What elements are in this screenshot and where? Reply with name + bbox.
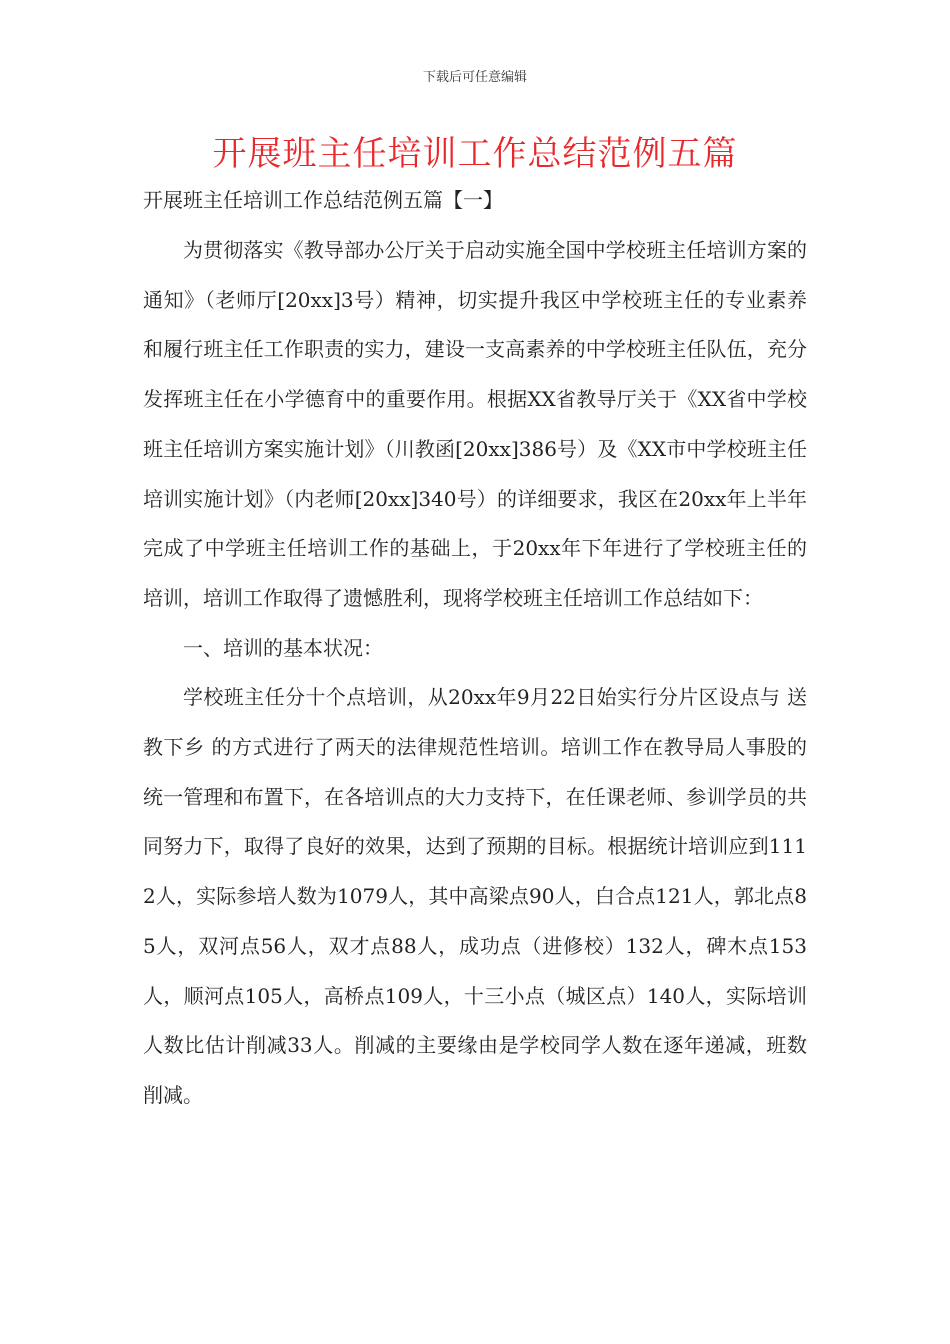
document-body bbox=[143, 226, 807, 1121]
paragraph-intro: 为贯彻落实《教导部办公厅关于启动实施全国中学校班主任培训方案的通知》（老师厅[20xx]3号）精神，切实提升我区中学校班主任的专业素养和履行班主任工作职责的实力，建设一支高素养的中学校班主任队伍，充分发挥班主任在小学德育中的重要作用。根据XX省教导厅关于《XX省中学校班主任培训方案实施计划》（川教函[20xx]386号）及《XX市中学校班主任培训实施计划》（内老师[20xx]340号）的详细要求，我区在20xx年上半年完成了中学班主任培训工作的基础上，于20xx年下年进行了学校班主任的培训，培训工作取得了遗憾胜利，现将学校班主任培训工作总结如下： bbox=[143, 238, 807, 610]
section-heading: 开展班主任培训工作总结范例五篇【一】 bbox=[143, 188, 503, 212]
paragraph-subheading-basic-status: 一、培训的基本状况： bbox=[183, 635, 383, 660]
document-title: 开展班主任培训工作总结范例五篇 bbox=[212, 134, 738, 174]
header-note: 下载后可任意编辑 bbox=[422, 70, 527, 85]
paragraph-training-details: 学校班主任分十个点培训，从20xx年9月22日始实行分片区设点与 送教下乡 的方式进行了两天的法律规范性培训。培训工作在教导局人事股的统一管理和布置下，在各培训点的大力支持下，在任课老师、参训学员的共同努力下，取得了良好的效果，达到了预期的目标。根据统计培训应到1112人，实际参培人数为1079人，其中高梁点90人，白合点121人，郭北点85人，双河点56人，双才点88人，成功点（进修校）132人，碑木点153人，顺河点105人，高桥点109人，十三小点（城区点）140人，实际培训人数比估计削减33人。削减的主要缘由是学校同学人数在逐年递减，班数削减。 bbox=[143, 685, 807, 1107]
